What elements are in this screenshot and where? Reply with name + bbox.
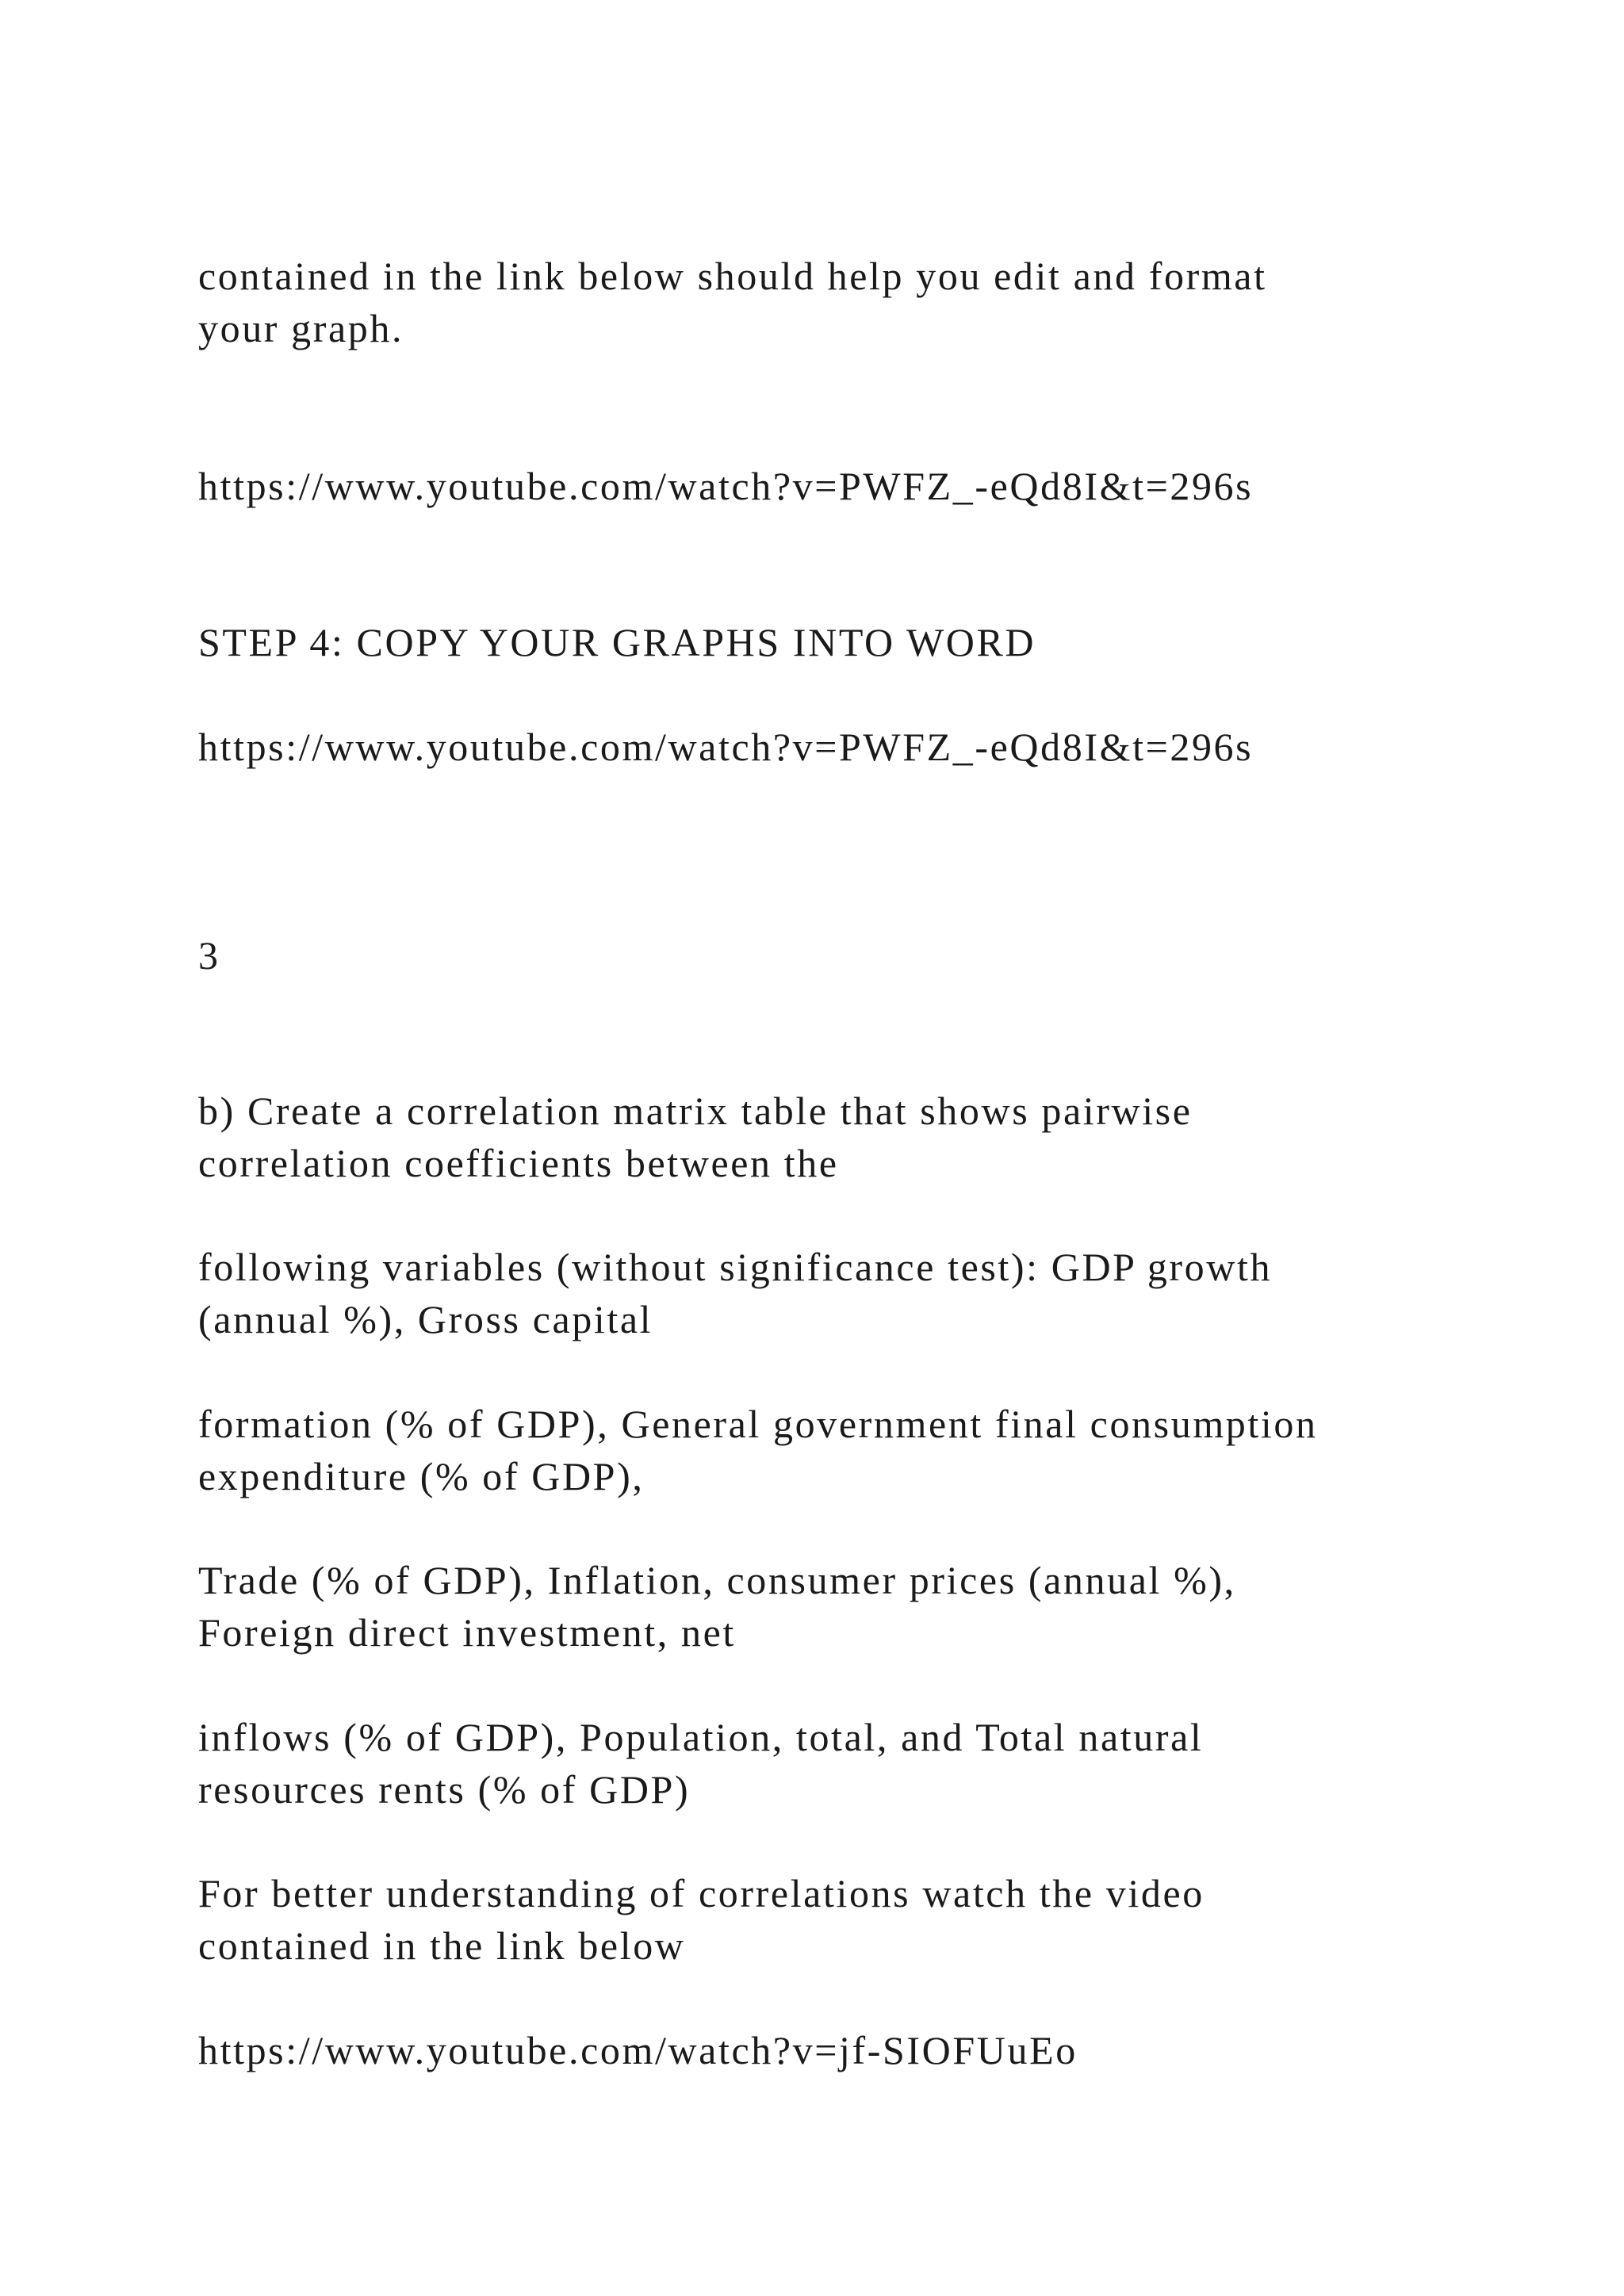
text-line: (annual %), Gross capital — [198, 1297, 653, 1341]
text-line: your graph. — [198, 306, 404, 350]
text-line: contained in the link below — [198, 1923, 686, 1968]
link-youtube-copy-graphs[interactable]: https://www.youtube.com/watch?v=PWFZ_-eQd8I&t=296s — [198, 725, 1254, 769]
text-line: Trade (% of GDP), Inflation, consumer prices (annual %), — [198, 1558, 1236, 1602]
link-youtube-format-graph[interactable]: https://www.youtube.com/watch?v=PWFZ_-eQd8I&t=296s — [198, 464, 1254, 508]
text-line: Foreign direct investment, net — [198, 1610, 736, 1655]
text-line: resources rents (% of GDP) — [198, 1767, 691, 1812]
text-line: inflows (% of GDP), Population, total, and Total natural — [198, 1715, 1204, 1759]
step-4-heading: STEP 4: COPY YOUR GRAPHS INTO WORD — [198, 620, 1036, 664]
text-line: formation (% of GDP), General government final consumption — [198, 1402, 1318, 1446]
page-number: 3 — [198, 933, 220, 978]
text-line: expenditure (% of GDP), — [198, 1454, 645, 1498]
link-youtube-correlations[interactable]: https://www.youtube.com/watch?v=jf-SIOFUuEo — [198, 2028, 1078, 2072]
text-line: correlation coefficients between the — [198, 1141, 839, 1185]
text-line: For better understanding of correlations watch the video — [198, 1871, 1205, 1915]
text-line: b) Create a correlation matrix table that shows pairwise — [198, 1089, 1193, 1133]
text-line: following variables (without significance test): GDP growth — [198, 1245, 1273, 1289]
text-line: contained in the link below should help you edit and format — [198, 254, 1267, 298]
